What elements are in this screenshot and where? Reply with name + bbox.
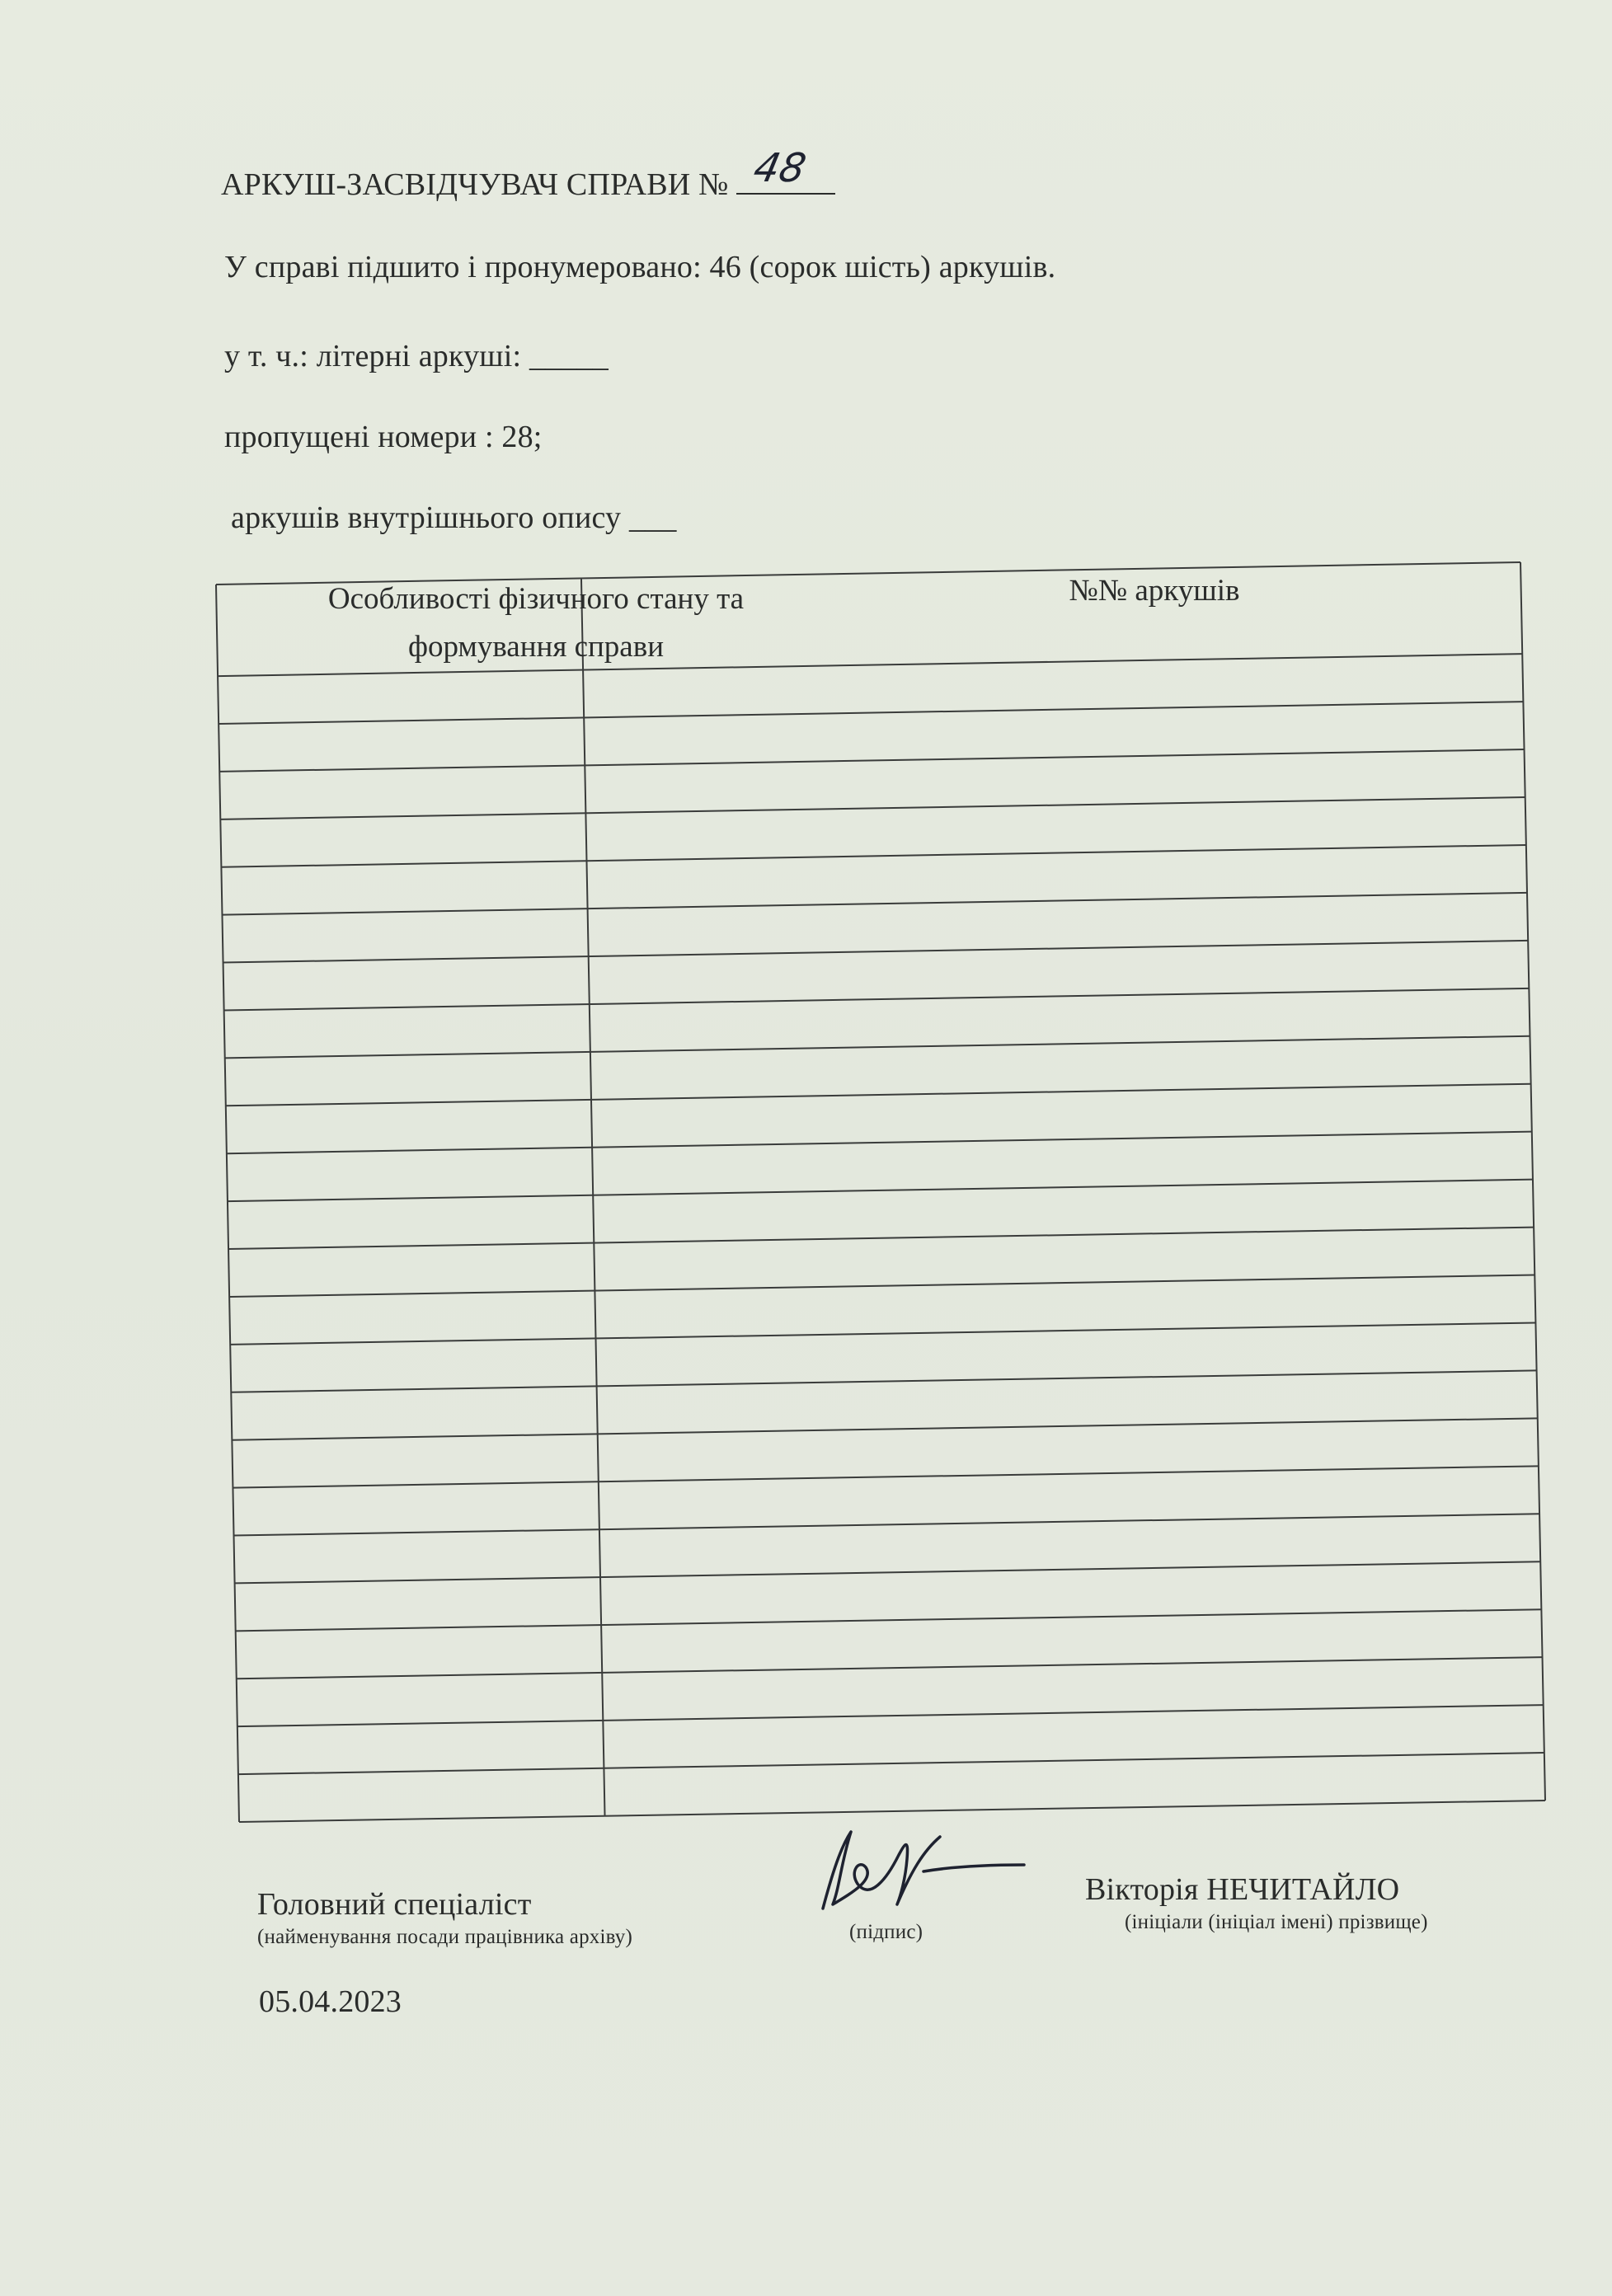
table-row-rule [231,1370,1536,1392]
letter-sheets-label: у т. ч.: літерні аркуші: [224,339,522,373]
table-row-rule [224,988,1530,1011]
table-row-rule [233,1466,1538,1487]
table-row-rule [230,1322,1535,1344]
inner-inventory-label: аркушів внутрішнього опису [231,500,622,535]
table-row-rule [225,1036,1530,1059]
missing-numbers-line: пропущені номери : 28; [224,420,543,454]
table-row-rule [238,1753,1544,1774]
inner-inventory-blank: ___ [628,500,677,535]
case-number-handwritten: 48 [750,145,811,191]
archivist-name: Вікторія НЕЧИТАЙЛО [1085,1872,1400,1907]
table-row-rule [223,941,1529,963]
table-header-features-line1: Особливості фізичного стану та [327,582,745,616]
table-row-rule [229,1275,1534,1297]
archivist-name-caption: (ініціали (ініціал імені) прізвище) [1125,1911,1428,1933]
table-row-rule [220,797,1525,819]
table-row-rule [234,1514,1540,1535]
table-border-right [1520,562,1545,1801]
document-date: 05.04.2023 [259,1984,402,2019]
letter-sheets-blank: _____ [529,339,609,373]
title-prefix: АРКУШ-ЗАСВІДЧУВАЧ СПРАВИ № [221,167,729,202]
table-row-rule [228,1180,1533,1202]
table-row-rule [236,1609,1542,1631]
table-row-rule [219,702,1523,724]
table-row-rule [221,845,1525,867]
signature-caption: (підпис) [849,1921,923,1943]
table-border-left [216,585,239,1822]
table-row-rule [219,749,1524,772]
archivist-position: Головний спеціаліст [257,1887,532,1922]
archivist-position-caption: (найменування посади працівника архіву) [257,1926,632,1948]
table-header-features [247,575,825,671]
table-row-rule [226,1084,1531,1106]
handwritten-signature [808,1822,1039,1921]
table-row-rule [235,1561,1541,1583]
table-row-rule [237,1657,1543,1679]
table-header-features-line2: формування справи [407,630,665,664]
table-header-sheet-numbers: №№ аркушів [1069,574,1240,608]
table-column-divider [581,578,605,1815]
table-row-rule [222,893,1527,915]
table-row-rule [228,1228,1534,1249]
table-row-rule [227,1132,1532,1154]
sewn-sheets-line: У справі підшито і пронумеровано: 46 (сорок шість) аркушів. [224,250,1056,284]
table-row-rule [237,1705,1544,1726]
table-border-bottom [239,1801,1545,1822]
table-row-rule [232,1418,1537,1439]
